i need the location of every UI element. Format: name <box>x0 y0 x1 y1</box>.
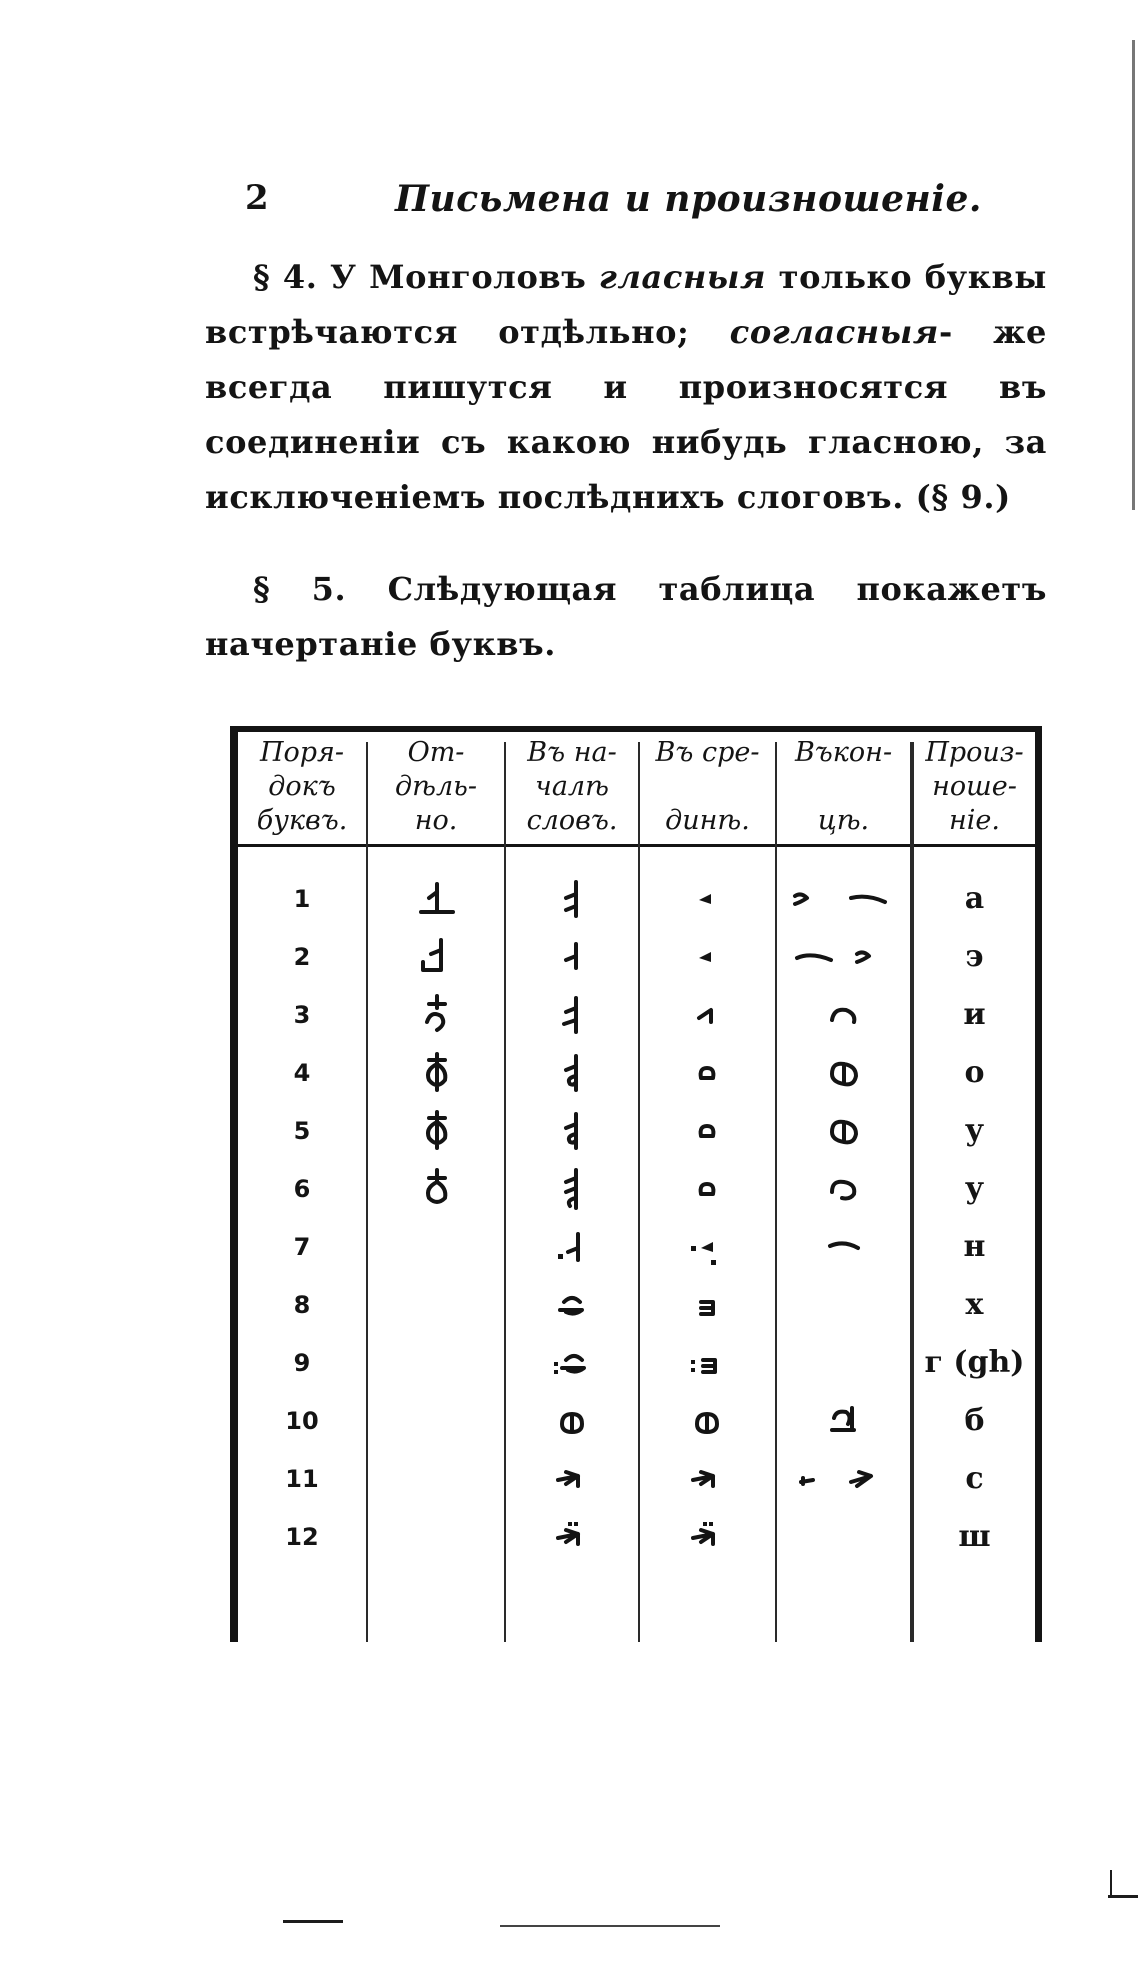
letter-number: 3 <box>293 1001 311 1029</box>
table-border <box>230 726 1042 732</box>
text-run: У Монголовъ <box>330 258 587 296</box>
mongolian-glyph-initial-icon <box>552 1282 592 1328</box>
table-row <box>230 1044 1042 1102</box>
pronunciation: о <box>964 1055 985 1090</box>
letter-number: 10 <box>285 1407 319 1435</box>
letter-number: 7 <box>293 1233 311 1261</box>
text-run: - же всегда пишутся и произносятся въ соединеніи съ какою нибудь гласною, за исключеніемъ послѣднихъ слоговъ. (§ 9.) <box>205 313 1047 516</box>
header-order: Поря- докъ буквъ. <box>256 737 348 836</box>
mongolian-glyph-final-icon <box>791 934 891 980</box>
pronunciation: г (gh) <box>924 1345 1025 1380</box>
mongolian-glyph-medial-icon <box>687 992 727 1038</box>
letter-number: 11 <box>285 1465 319 1493</box>
mongolian-glyph-final-icon <box>824 1398 864 1444</box>
mongolian-glyph-medial-icon <box>687 1224 727 1270</box>
pronunciation: с <box>965 1461 984 1496</box>
paragraph-5 <box>205 562 1047 672</box>
table-row <box>230 1160 1042 1218</box>
letter-number: 9 <box>293 1349 311 1377</box>
pronunciation: н <box>963 1229 986 1264</box>
pronunciation: и <box>963 997 986 1032</box>
mongolian-glyph-initial-icon <box>552 1224 592 1270</box>
mongolian-glyph-isolated-icon <box>417 934 457 980</box>
mongolian-glyph-initial-icon <box>552 876 592 922</box>
italic-term: гласныя <box>598 258 767 296</box>
mongolian-glyph-medial-icon <box>687 1514 727 1560</box>
header-medial: Въ сре- динѣ. <box>655 737 760 836</box>
mongolian-glyph-initial-icon <box>552 1514 592 1560</box>
letter-number: 5 <box>293 1117 311 1145</box>
letter-number: 2 <box>293 943 311 971</box>
mongolian-glyph-final-icon <box>791 876 891 922</box>
page-number: 2 <box>245 178 269 218</box>
mongolian-glyph-medial-icon <box>687 1340 727 1386</box>
page-title: Письмена и произношеніе. <box>395 178 982 220</box>
mongolian-glyph-initial-icon <box>552 1340 592 1386</box>
table-row <box>230 1276 1042 1334</box>
scan-artifact <box>283 1920 343 1923</box>
letter-number: 8 <box>293 1291 311 1319</box>
alphabet-table <box>230 726 1042 1642</box>
scan-artifact <box>1110 1870 1112 1898</box>
mongolian-glyph-initial-icon <box>552 1050 592 1096</box>
table-header <box>230 736 1042 844</box>
text-run: только буквы встрѣчаются отдѣльно; <box>205 258 1047 351</box>
mongolian-glyph-medial-icon <box>687 876 727 922</box>
scan-artifact <box>1132 40 1135 510</box>
mongolian-glyph-initial-icon <box>552 1398 592 1444</box>
table-row <box>230 1392 1042 1450</box>
mongolian-glyph-final-icon <box>824 1166 864 1212</box>
header-final: Въкон- цѣ. <box>794 737 893 836</box>
mongolian-glyph-final-icon <box>791 1456 891 1502</box>
scan-artifact <box>1108 1895 1138 1898</box>
table-row <box>230 1102 1042 1160</box>
running-head <box>245 178 982 228</box>
pronunciation: у <box>964 1171 985 1206</box>
mongolian-glyph-final-icon <box>824 992 864 1038</box>
mongolian-glyph-initial-icon <box>552 1166 592 1212</box>
letter-number: 1 <box>293 885 311 913</box>
mongolian-glyph-isolated-icon <box>417 876 457 922</box>
mongolian-glyph-medial-icon <box>687 1050 727 1096</box>
table-row <box>230 1508 1042 1566</box>
mongolian-glyph-isolated-icon <box>417 1166 457 1212</box>
mongolian-glyph-initial-icon <box>552 934 592 980</box>
mongolian-glyph-medial-icon <box>687 1166 727 1212</box>
mongolian-glyph-isolated-icon <box>417 992 457 1038</box>
header-initial: Въ на- чалѣ словъ. <box>526 737 618 836</box>
mongolian-glyph-medial-icon <box>687 1282 727 1328</box>
mongolian-glyph-final-icon <box>824 1224 864 1270</box>
mongolian-glyph-initial-icon <box>552 1108 592 1154</box>
mongolian-glyph-isolated-icon <box>417 1050 457 1096</box>
mongolian-glyph-initial-icon <box>552 992 592 1038</box>
pronunciation: э <box>965 939 984 974</box>
mongolian-glyph-medial-icon <box>687 1108 727 1154</box>
mongolian-glyph-medial-icon <box>687 1456 727 1502</box>
table-row <box>230 1450 1042 1508</box>
pronunciation: а <box>964 881 985 916</box>
mongolian-glyph-isolated-icon <box>417 1108 457 1154</box>
section-number: § 5. <box>253 570 347 608</box>
table-row <box>230 928 1042 986</box>
text-run: Слѣдующая таблица покажетъ начертаніе буквъ. <box>205 570 1047 663</box>
letter-number: 12 <box>285 1523 319 1551</box>
mongolian-glyph-medial-icon <box>687 934 727 980</box>
header-pronunciation: Произ- ноше- ніе. <box>925 737 1024 836</box>
pronunciation: б <box>964 1403 985 1438</box>
mongolian-glyph-final-icon <box>824 1108 864 1154</box>
mongolian-glyph-initial-icon <box>552 1456 592 1502</box>
header-rule <box>230 844 1042 847</box>
scan-artifact <box>500 1925 720 1927</box>
pronunciation: ш <box>958 1519 991 1554</box>
mongolian-glyph-medial-icon <box>687 1398 727 1444</box>
mongolian-glyph-final-icon <box>824 1050 864 1096</box>
italic-term: согласныя <box>729 313 939 351</box>
pronunciation: у <box>964 1113 985 1148</box>
table-row <box>230 870 1042 928</box>
header-isolated: От- дѣль- но. <box>395 737 477 836</box>
letter-number: 6 <box>293 1175 311 1203</box>
table-row <box>230 1334 1042 1392</box>
section-number: § 4. <box>253 258 318 296</box>
table-row <box>230 986 1042 1044</box>
table-row <box>230 1218 1042 1276</box>
paragraph-4 <box>205 250 1047 525</box>
pronunciation: х <box>965 1287 984 1322</box>
letter-number: 4 <box>293 1059 311 1087</box>
